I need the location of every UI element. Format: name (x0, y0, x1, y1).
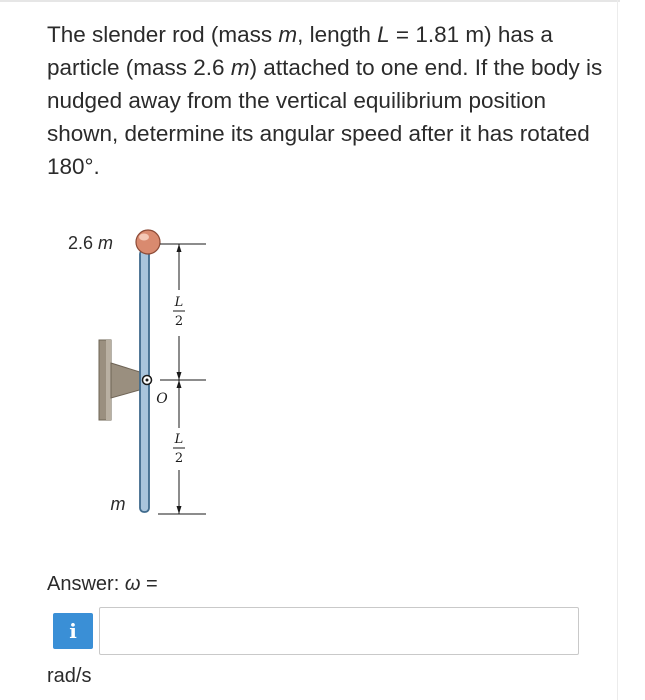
answer-input[interactable] (99, 607, 579, 655)
dim-bottom-denominator: 2 (174, 451, 184, 466)
particle-mass-symbol: m (230, 55, 250, 80)
pivot-pin-center (146, 379, 149, 382)
right-divider (617, 0, 618, 700)
answer-label-suffix: = (140, 573, 158, 595)
particle-highlight (139, 234, 149, 241)
problem-text-1: The slender rod (mass (47, 22, 279, 47)
problem-statement (47, 18, 607, 183)
dimension-lines (158, 244, 206, 514)
omega-symbol: ω (124, 573, 141, 595)
answer-label-prefix: Answer: (47, 573, 125, 595)
problem-text-3: = 1.81 m) has a particle (mass 2.6 (47, 22, 553, 80)
pivot-label: O (156, 391, 168, 407)
pivot-support (111, 363, 143, 398)
rod-mass-label: m (110, 494, 126, 514)
answer-label (47, 573, 158, 596)
problem-text-2: , length (297, 22, 378, 47)
problem-text-4: ) attached to one end. If the body is nudged away from the vertical equilibrium position shown, determine its angular speed after it has rotated 180°. (47, 55, 603, 179)
mass-symbol: m (278, 22, 298, 47)
dim-top-denominator: 2 (174, 314, 184, 329)
wall-bracket-shade (106, 340, 111, 420)
dim-top-numerator: L (174, 295, 184, 310)
particle-mass-label: 2.6 m (68, 233, 114, 253)
top-divider (0, 0, 620, 2)
info-icon[interactable]: i (53, 613, 93, 649)
dim-bottom-numerator: L (174, 432, 184, 447)
particle-ball (136, 230, 160, 254)
answer-row (47, 607, 579, 655)
length-symbol: L (377, 22, 390, 47)
units-label: rad/s (47, 665, 92, 687)
rod-figure (60, 222, 220, 522)
